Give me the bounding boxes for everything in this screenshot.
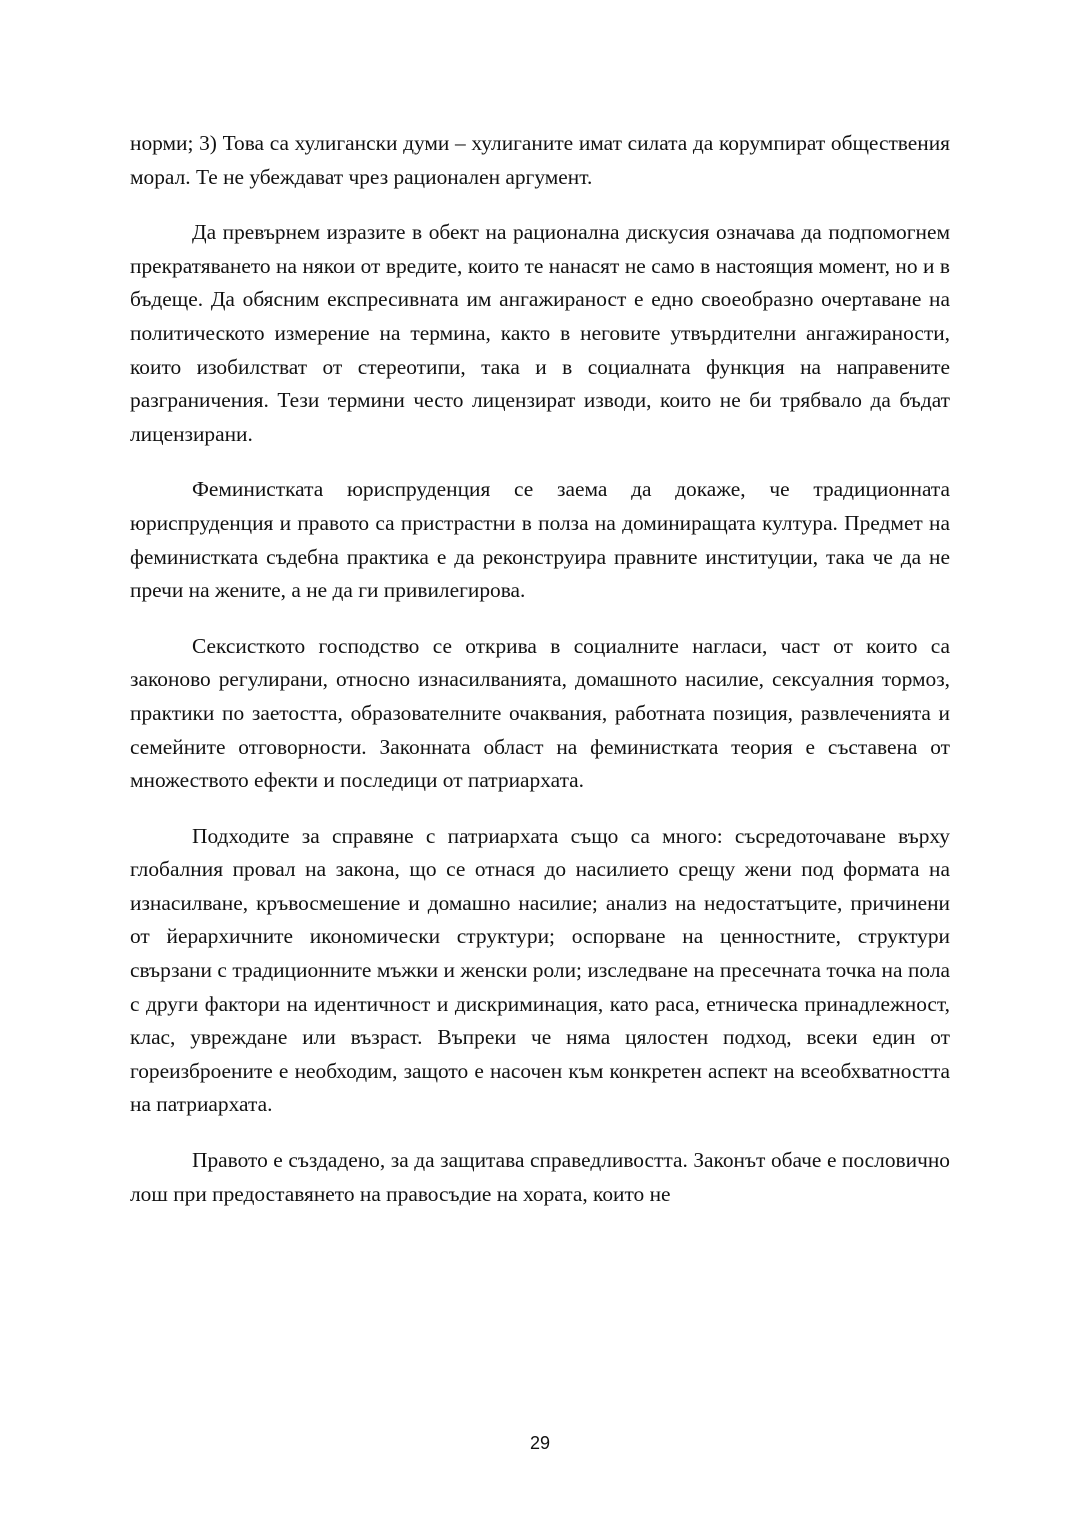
page-number: 29: [529, 1433, 551, 1453]
paragraph-6: Правото е създадено, за да защитава справедливостта. Законът обаче е пословично лош при предоставянето на правосъдие на хората, които не: [130, 1148, 950, 1206]
document-page: [130, 127, 950, 1211]
paragraph-3: Феминистката юриспруденция се заема да докаже, че традиционната юриспруденция и правото са пристрастни в полза на доминиращата култура. Предмет на феминистката съдебна практика е да реконструира правните институции, така че да не пречи на жените, а не да ги привилегирова.: [130, 477, 950, 603]
paragraph-gap: [130, 798, 950, 820]
paragraph-2: Да превърнем изразите в обект на рационална дискусия означава да подпомогнем прекратяването на някои от вредите, които те нанасят не само в настоящия момент, но и в бъдеще. Да обясним експресивната им ангажираност е едно своеобразно очертаване на политическото измерение на термина, както в неговите утвърдителни ангажираности, които изобилстват от стереотипи, така и в социалната функция на направените разграничения. Тези термини често лицензират изводи, които не би трябвало да бъдат лицензирани.: [130, 220, 950, 446]
paragraph-5: Подходите за справяне с патриархата също са много: съсредоточаване върху глобалния провал на закона, що се отнася до насилието срещу жени под формата на изнасилване, кръвосмешение и домашно насилие; анализ на недостатъците, причинени от йерархичните икономически структури; оспорване на ценностните, структури свързани с традиционните мъжки и женски роли; изследване на пресечната точка на пола с други фактори на идентичност и дискриминация, като раса, етническа принадлежност, клас, увреждане или възраст. Въпреки че няма цялостен подход, всеки един от гореизброените е необходим, защото е насочен към конкретен аспект на всеобхватността на патриархата.: [130, 823, 950, 1117]
paragraph-gap: [130, 451, 950, 473]
paragraph-gap: [130, 194, 950, 216]
paragraph-1: норми; 3) Това са хулигански думи – хулиганите имат силата да корумпират обществения морал. Те не убеждават чрез рационален аргумент.: [130, 131, 950, 189]
paragraph-gap: [130, 608, 950, 630]
paragraph-4: Сексисткото господство се открива в социалните нагласи, част от които са законово регулирани, относно изнасилванията, домашното насилие, сексуалния тормоз, практики по заетостта, образователните очаквания, работната позиция, развлеченията и семейните отговорности. Законната област на феминистката теория е съставена от множеството ефекти и последици от патриархата.: [130, 633, 950, 793]
paragraph-gap: [130, 1122, 950, 1144]
